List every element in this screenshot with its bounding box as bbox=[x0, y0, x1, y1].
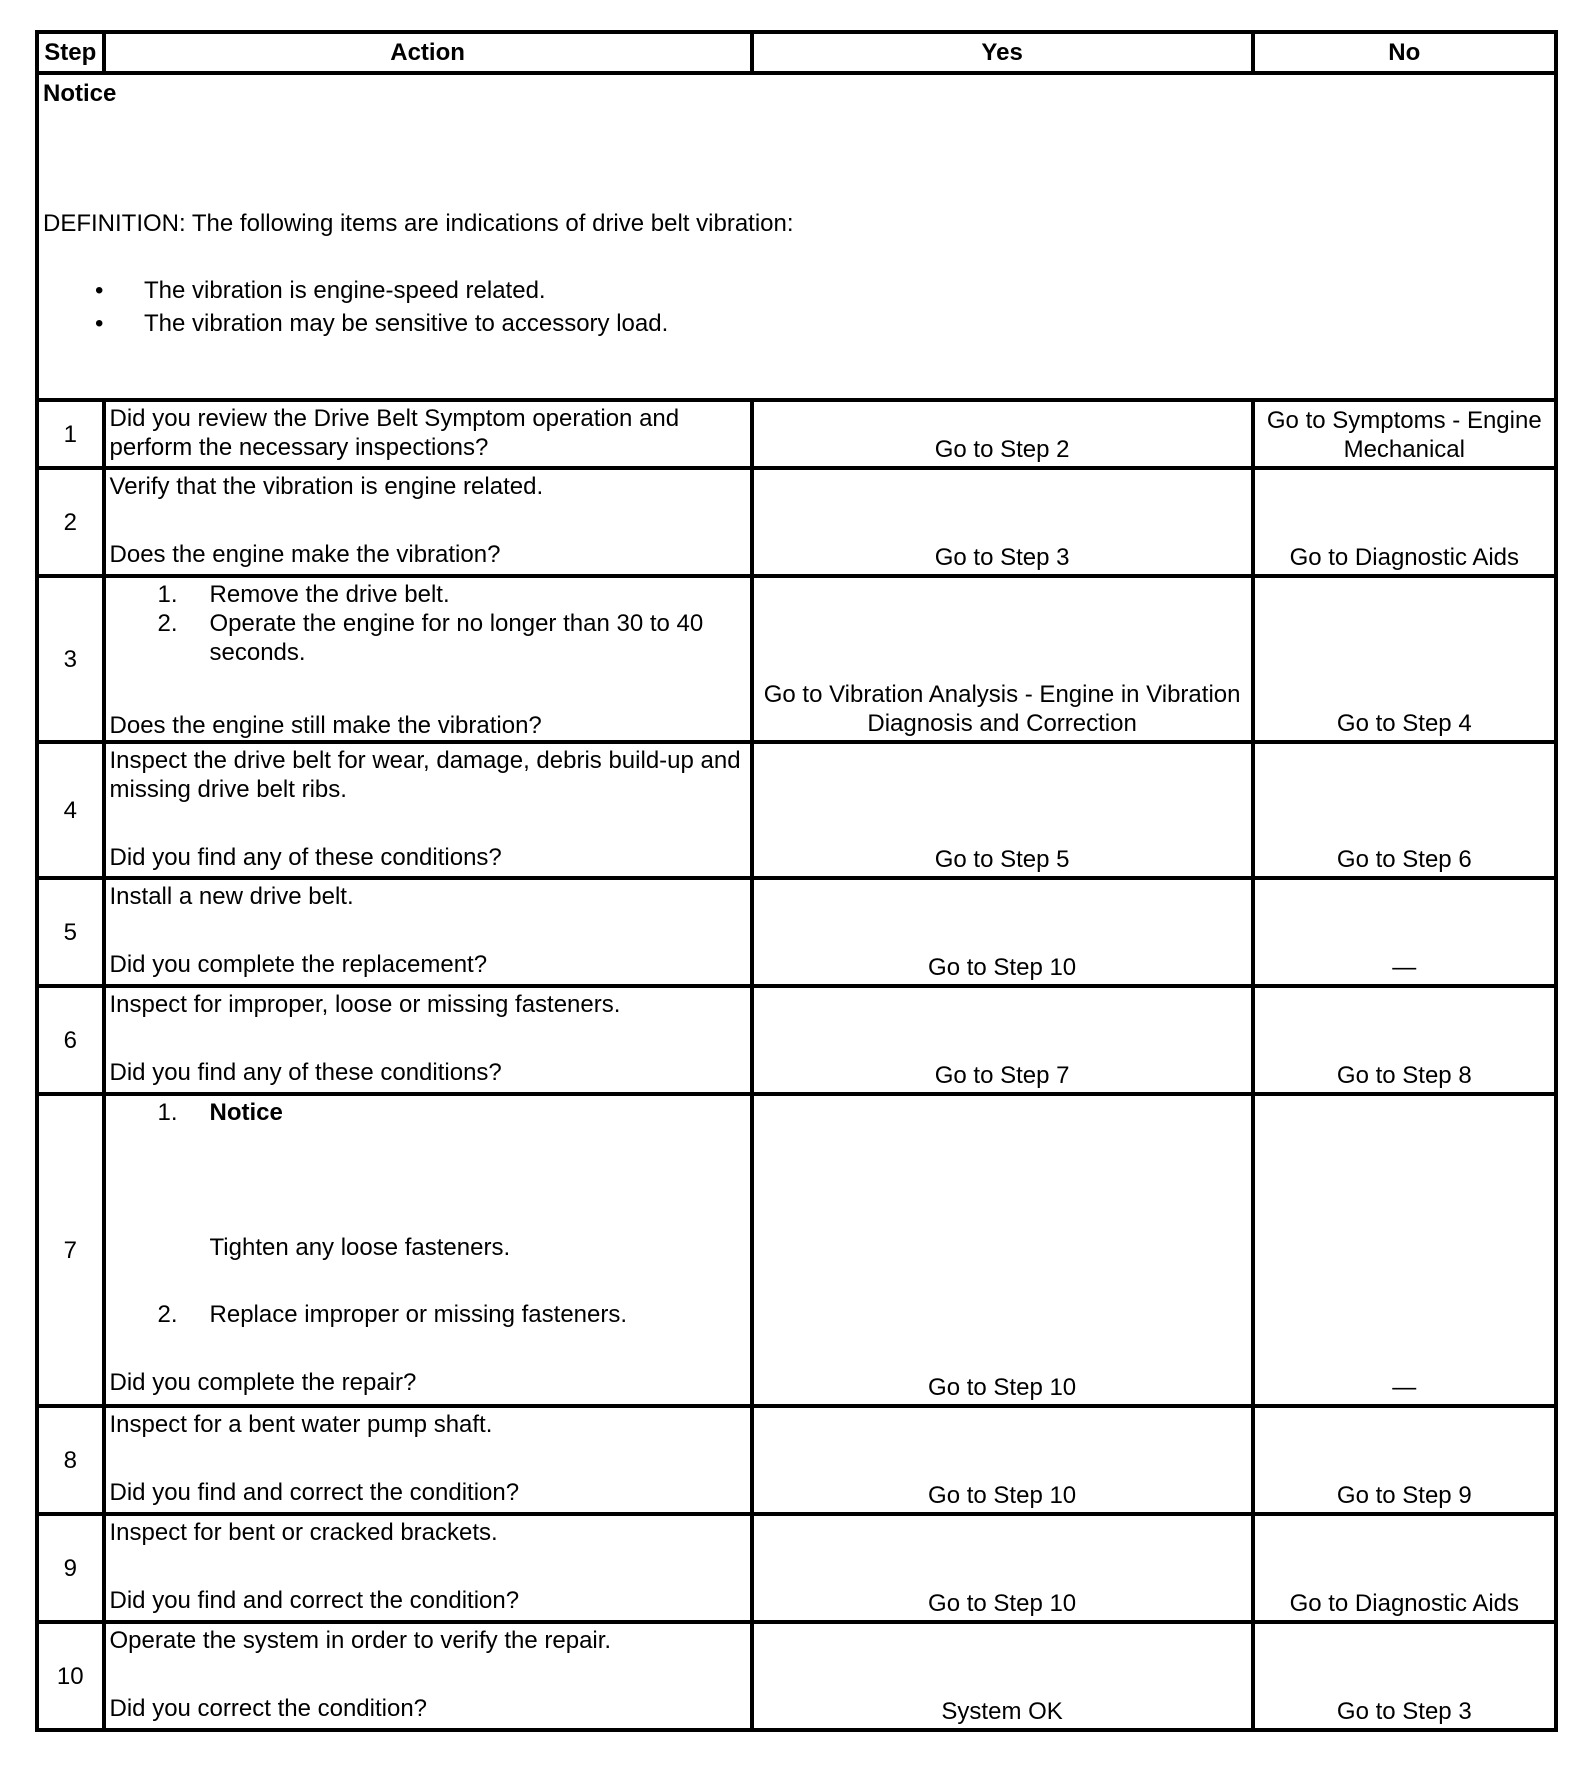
table-row bbox=[37, 1622, 1556, 1730]
yes-cell: System OK bbox=[752, 1622, 1253, 1730]
definition-text: DEFINITION: The following items are indications of drive belt vibration: bbox=[43, 210, 794, 237]
question-text: Does the engine make the vibration? bbox=[109, 541, 501, 568]
question-text: Did you find and correct the condition? bbox=[109, 1479, 520, 1506]
no-cell: — bbox=[1253, 1094, 1556, 1406]
action-text: Verify that the vibration is engine related. bbox=[109, 473, 544, 500]
no-cell: Go to Diagnostic Aids bbox=[1253, 468, 1556, 576]
action-list bbox=[110, 1098, 746, 1329]
action-cell bbox=[104, 1406, 752, 1514]
bullet-icon: • bbox=[95, 310, 104, 337]
yes-cell: Go to Vibration Analysis - Engine in Vibration Diagnosis and Correction bbox=[752, 576, 1253, 742]
list-item: 1. Remove the drive belt. bbox=[157, 581, 450, 608]
no-cell: — bbox=[1253, 878, 1556, 986]
action-cell: Did you review the Drive Belt Symptom operation and perform the necessary inspections? bbox=[104, 400, 752, 468]
no-cell: Go to Step 8 bbox=[1253, 986, 1556, 1094]
step-number: 7 bbox=[37, 1094, 104, 1406]
action-cell bbox=[104, 468, 752, 576]
action-cell bbox=[104, 986, 752, 1094]
action-text: Inspect the drive belt for wear, damage, debris build-up and missing drive belt ribs. bbox=[109, 747, 741, 803]
action-cell bbox=[104, 1094, 752, 1406]
table-row bbox=[37, 742, 1556, 878]
yes-cell: Go to Step 10 bbox=[752, 1406, 1253, 1514]
action-cell bbox=[104, 576, 752, 742]
notice-row bbox=[37, 73, 1556, 400]
action-cell bbox=[104, 742, 752, 878]
no-cell: Go to Step 9 bbox=[1253, 1406, 1556, 1514]
definition-list bbox=[43, 274, 1550, 340]
yes-cell: Go to Step 10 bbox=[752, 1514, 1253, 1622]
yes-cell: Go to Step 7 bbox=[752, 986, 1253, 1094]
action-text: Install a new drive belt. bbox=[109, 883, 354, 910]
step-number: 6 bbox=[37, 986, 104, 1094]
no-cell: Go to Step 4 bbox=[1253, 576, 1556, 742]
step-number: 5 bbox=[37, 878, 104, 986]
bullet-icon: • bbox=[95, 277, 104, 304]
table-row bbox=[37, 468, 1556, 576]
action-text: Inspect for bent or cracked brackets. bbox=[109, 1519, 498, 1546]
action-cell bbox=[104, 1514, 752, 1622]
action-text: Operate the system in order to verify the repair. bbox=[109, 1627, 612, 1654]
question-text: Did you find any of these conditions? bbox=[109, 844, 502, 871]
yes-cell: Go to Step 5 bbox=[752, 742, 1253, 878]
question-text: Did you find and correct the condition? bbox=[109, 1587, 520, 1614]
table-row bbox=[37, 576, 1556, 742]
action-text: Inspect for improper, loose or missing fasteners. bbox=[109, 991, 621, 1018]
notice-cell bbox=[37, 73, 1556, 400]
notice-title: Notice bbox=[43, 80, 117, 107]
yes-cell: Go to Step 2 bbox=[752, 400, 1253, 468]
step-number: 8 bbox=[37, 1406, 104, 1514]
action-text: Inspect for a bent water pump shaft. bbox=[109, 1411, 493, 1438]
step-number: 9 bbox=[37, 1514, 104, 1622]
no-cell: Go to Diagnostic Aids bbox=[1253, 1514, 1556, 1622]
table-row bbox=[37, 1094, 1556, 1406]
step-number: 2 bbox=[37, 468, 104, 576]
action-cell bbox=[104, 1622, 752, 1730]
no-cell: Go to Step 3 bbox=[1253, 1622, 1556, 1730]
question-text: Did you correct the condition? bbox=[109, 1695, 428, 1722]
question-text: Did you find any of these conditions? bbox=[109, 1059, 502, 1086]
yes-cell: Go to Step 10 bbox=[752, 1094, 1253, 1406]
notice-label: Notice bbox=[209, 1099, 283, 1126]
list-item: 2. Replace improper or missing fasteners. bbox=[157, 1301, 628, 1328]
step-number: 4 bbox=[37, 742, 104, 878]
action-list bbox=[110, 580, 746, 667]
question-text: Does the engine still make the vibration? bbox=[109, 712, 542, 739]
step-number: 10 bbox=[37, 1622, 104, 1730]
no-cell: Go to Step 6 bbox=[1253, 742, 1556, 878]
header-no: No bbox=[1253, 32, 1556, 73]
question-text: Did you complete the repair? bbox=[109, 1369, 417, 1396]
header-row bbox=[37, 32, 1556, 73]
list-item: 2. Operate the engine for no longer than 30 to 40 seconds. bbox=[157, 610, 704, 666]
yes-cell: Go to Step 10 bbox=[752, 878, 1253, 986]
header-action: Action bbox=[104, 32, 752, 73]
diagnostic-table bbox=[35, 30, 1558, 1732]
action-cell bbox=[104, 878, 752, 986]
table-row bbox=[37, 1406, 1556, 1514]
question-text: Did you complete the replacement? bbox=[109, 951, 488, 978]
no-cell: Go to Symptoms - Engine Mechanical bbox=[1253, 400, 1556, 468]
list-item: 1. Notice Tighten any loose fasteners. bbox=[157, 1099, 511, 1261]
header-step: Step bbox=[37, 32, 104, 73]
header-yes: Yes bbox=[752, 32, 1253, 73]
table-row bbox=[37, 1514, 1556, 1622]
list-item: • The vibration is engine-speed related. bbox=[43, 274, 1550, 307]
yes-cell: Go to Step 3 bbox=[752, 468, 1253, 576]
table-row bbox=[37, 878, 1556, 986]
step-number: 1 bbox=[37, 400, 104, 468]
table-row bbox=[37, 986, 1556, 1094]
step-number: 3 bbox=[37, 576, 104, 742]
table-row bbox=[37, 400, 1556, 468]
list-item: • The vibration may be sensitive to accessory load. bbox=[43, 307, 1550, 340]
